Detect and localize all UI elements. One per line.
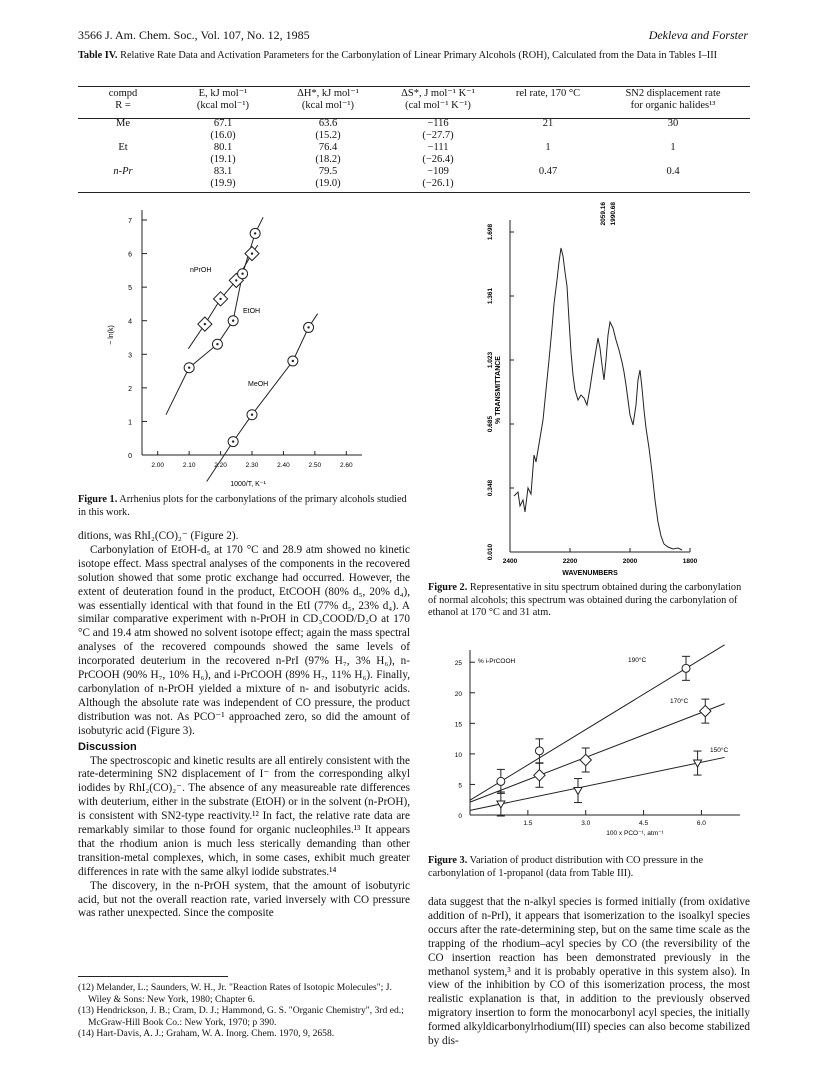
data-point-center [216, 343, 218, 345]
x-tick-label: 1800 [682, 558, 698, 565]
y-tick-label: 0.348 [487, 479, 494, 497]
data-point-center [241, 273, 243, 275]
x-tick-label: 2.40 [277, 462, 290, 469]
data-point-center [251, 414, 253, 416]
references [78, 982, 410, 1040]
y-tick-label: 0.685 [487, 415, 494, 433]
x-tick-label: 2.50 [308, 462, 322, 469]
data-point-center [254, 232, 256, 234]
x-tick-label: 3.0 [581, 820, 591, 827]
table-header-row [78, 88, 748, 118]
x-tick-label: 2.30 [245, 462, 259, 469]
label-npr: nPrOH [190, 267, 212, 274]
y-tick-label: 5 [458, 782, 462, 790]
col-header-ds: ΔS*, J mol⁻¹ K⁻¹ (cal mol⁻¹ K⁻¹) [401, 88, 475, 111]
y-tick-label: 3 [128, 352, 132, 360]
figure-2-caption: Figure 2. Representative in situ spectrum obtained during the carbonylation of normal alcohols; this spectrum was obtained during the carbonylation of ethanol at 170 °C and 31 atm. [428, 582, 742, 619]
fig2-xlabel: WAVENUMBERS [562, 570, 618, 577]
paragraph: ditions, was RhI₂(CO)₂⁻ (Figure 2). [78, 530, 239, 542]
col-header-e: E, kJ mol⁻¹ (kcal mol⁻¹) [196, 88, 250, 111]
paragraph: Carbonylation of EtOH-d₅ at 170 °C and 28.9 atm showed no kinetic isotope effect. Mass spectral analyses of the components in the recovered solution showed that some protic exchange had occurred. However, the extent of deuteration found in the product, EtCOOH (80% d₅, 20% d₄), was essentially identical with that found in the EtI (77% d₅, 23% d₄). A similar comparative experiment with n-PrOH in CD₃COOD/D₂O at 170 °C and 19.4 atm showed no solvent isotope effect; again the mass spectral analyses of the recovered compounds showed the same levels of incorporated deuterium in the recovered n-PrI (97% H₇, 3% H₆), n-PrCOOH (90% H₇, 10% H₆), and i-PrCOOH (89% H₇, 11% H₆). Finally, carbonylation of n-PrOH yielded a mixture of n- and isobutyric acids. Although the absolute rate was independent of CO pressure, the product distribution was not. As PCO⁻¹ approached zero, so did the amount of isobutyric acid (Figure 3). [78, 543, 410, 737]
figure-3-caption: Figure 3. Variation of product distribution with CO pressure in the carbonylation of 1-propanol (data from Table III). [428, 855, 704, 879]
data-point [535, 747, 543, 755]
x-tick-label: 2.10 [182, 462, 196, 469]
peak-label: 2059.16 [600, 202, 607, 226]
table-caption [78, 50, 750, 63]
data-point-center [232, 440, 234, 442]
paragraph: The discovery, in the n-PrOH system, that the amount of isobutyric acid, but not the overall reaction rate, varied inversely with CO pressure was rather unexpected. Since the composite [78, 879, 410, 920]
table-row: Me 67.1 (16.0) 63.6 (15.2) −116 (−27.7) 21 30 [116, 118, 679, 141]
y-tick-label: 10 [454, 751, 462, 759]
running-header-right: Dekleva and Forster [648, 28, 748, 42]
fig3-ylabel: % i-PrCOOH [478, 658, 516, 665]
data-point [534, 770, 545, 781]
series-line-MeOH [207, 314, 318, 482]
y-tick-label: 25 [454, 660, 462, 668]
reference: (14) Hart-Davis, A. J.; Graham, W. A. Inorg. Chem. 1970, 9, 2658. [78, 1028, 335, 1040]
data-point-center [188, 367, 190, 369]
y-tick-label: 7 [128, 218, 132, 225]
data-point [682, 664, 690, 672]
fig2-ylabel: % TRANSMITTANCE [495, 356, 502, 424]
figure-1-arrhenius-plot [100, 200, 390, 495]
right-column-text: data suggest that the n-alkyl species is formed initially (from oxidative addition of n-PrI), it appears that isomerization to the isoalkyl species occurs after the rate-determining step, but on the same time scale as the trapping of the rhodium–acyl species by CO (the reversibility of the CO insertion reaction has been demonstrated previously in the methanol system,³ and it is probably operative in this system also). In view of the inhibition by CO of this isomerization process, the most realistic explanation is that, in addition to the previously observed migratory insertion to form the monocarbonyl acyl species, the initially formed alkyldicarbonylrhodium(III) species can also become stabilized by dis- [428, 896, 750, 1048]
table-iv [78, 88, 748, 190]
x-tick-label: 4.5 [639, 820, 649, 827]
figure-3-product-distribution [440, 640, 750, 850]
figure-2-ir-spectrum [478, 200, 748, 580]
data-point-center [251, 252, 253, 254]
running-header-left: 3566 J. Am. Chem. Soc., Vol. 107, No. 12, 1985 [78, 28, 310, 42]
series-line [470, 757, 725, 810]
data-point-center [204, 323, 206, 325]
x-tick-label: 2000 [622, 558, 638, 565]
x-tick-label: 6.0 [696, 820, 706, 827]
table-caption-text: Relative Rate Data and Activation Parameters for the Carbonylation of Linear Primary Alcohols (ROH), Calculated from the Data in Tables I–III [120, 50, 718, 61]
data-point-center [307, 326, 309, 328]
y-tick-label: 1.023 [487, 351, 494, 369]
y-tick-label: 15 [454, 721, 462, 729]
data-point [700, 705, 711, 716]
data-point-center [235, 279, 237, 281]
table-caption-label: Table IV. [78, 50, 118, 61]
label-me: MeOH [248, 381, 269, 388]
paragraph: The spectroscopic and kinetic results are all entirely consistent with the rate-determining SN2 displacement of I⁻ from the corresponding alkyl iodides by RhI₂(CO)₂⁻. The absence of any measureable rate differences with deuterium, either in the substrate (EtOH) or in the solvent (n-PrOH), is consistent with SN2-type reactivity.¹² In fact, the relative rate data are remarkably similar to those found for organic nucleophiles.¹³ It appears that the rhodium anion is much less sterically demanding than other transition-metal complexes, which, in some cases, exhibit much greater differences in rate with the same alkyl iodide substrates.¹⁴ [78, 754, 410, 878]
data-point-center [292, 360, 294, 362]
reference: (13) Hendrickson, J. B.; Cram, D. J.; Hammond, G. S. "Organic Chemistry", 3rd ed.; McGraw-Hill Book Co.: New York, 1970; p 390. [78, 1005, 404, 1028]
temp-label: 190°C [628, 657, 647, 664]
x-tick-label: 2.60 [339, 462, 353, 469]
y-tick-label: 0.010 [487, 543, 494, 561]
fig1-ylabel: − ln(k) [108, 325, 115, 345]
figure-1-caption: Figure 1. Arrhenius plots for the carbonylations of the primary alcohols studied in this work. [78, 494, 407, 518]
data-point [574, 788, 582, 795]
y-tick-label: 2 [128, 385, 132, 393]
y-tick-label: 1.361 [487, 287, 494, 305]
temp-label: 150°C [710, 747, 729, 754]
y-tick-label: 6 [128, 251, 132, 259]
left-column-text [78, 530, 410, 921]
col-header-compd: compd R = [108, 88, 138, 111]
table-row: n-Pr 83.1 (19.9) 79.5 (19.0) −109 (−26.1) 0.47 0.4 [113, 166, 680, 189]
y-tick-label: 0 [128, 453, 132, 460]
section-heading: Discussion [78, 740, 137, 753]
spectrum-trace [514, 248, 682, 550]
x-tick-label: 2200 [562, 558, 578, 565]
col-header-rel-rate: rel rate, 170 °C [515, 88, 581, 99]
data-point [497, 777, 505, 785]
series-line [470, 704, 725, 802]
y-tick-label: 20 [454, 690, 462, 698]
col-header-sn2: SN2 displacement rate for organic halides¹³ [625, 88, 721, 111]
temp-label: 170°C [670, 698, 689, 705]
fig3-xlabel: 100 x PCO⁻¹, atm⁻¹ [606, 830, 664, 837]
label-et: EtOH [243, 308, 261, 315]
data-point-center [232, 320, 234, 322]
col-header-dh: ΔH*, kJ mol⁻¹ (kcal mol⁻¹) [297, 88, 359, 111]
y-tick-label: 0 [458, 813, 462, 820]
x-tick-label: 2400 [502, 558, 518, 565]
y-tick-label: 5 [128, 285, 132, 293]
y-tick-label: 4 [128, 318, 132, 326]
fig1-xlabel: 1000/T, K⁻¹ [230, 481, 266, 488]
data-point-center [219, 298, 221, 300]
x-tick-label: 1.5 [523, 820, 533, 827]
table-row: Et 80.1 (19.1) 76.4 (18.2) −111 (−26.4) 1 1 [118, 142, 676, 165]
x-tick-label: 2.20 [214, 462, 227, 469]
peak-label: 1990.68 [610, 202, 617, 226]
x-tick-label: 2.00 [151, 462, 165, 469]
y-tick-label: 1.698 [487, 223, 494, 241]
y-tick-label: 1 [128, 419, 132, 427]
reference: (12) Melander, L.; Saunders, W. H., Jr. "Reaction Rates of Isotopic Molecules"; J. Wiley & Sons: New York, 1980; Chapter 6. [78, 982, 392, 1005]
